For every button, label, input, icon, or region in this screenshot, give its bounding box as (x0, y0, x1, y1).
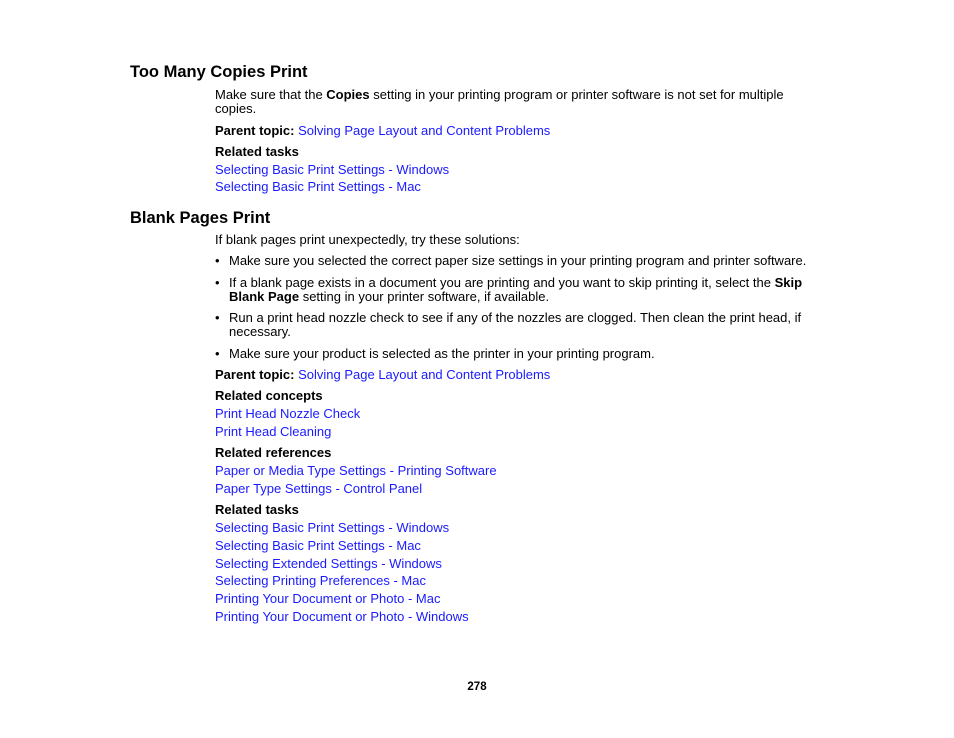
related-task-link[interactable]: Selecting Basic Print Settings - Mac (215, 179, 421, 194)
related-concepts-heading: Related concepts (215, 388, 323, 403)
parent-topic-line (215, 124, 815, 138)
related-task-link-list (215, 163, 815, 177)
list-item-text (229, 276, 815, 304)
bullet-marker: • (215, 253, 220, 268)
list-item-text: Make sure your product is selected as the printer in your printing program. (229, 346, 655, 361)
related-task-row (215, 557, 815, 571)
related-reference-link[interactable]: Paper or Media Type Settings - Printing Software (215, 463, 497, 478)
parent-topic-label: Parent topic: (215, 123, 295, 138)
related-task-link[interactable]: Printing Your Document or Photo - Mac (215, 591, 441, 606)
related-task-link-row (215, 180, 815, 194)
bullet-marker: • (215, 275, 220, 290)
related-task-row (215, 521, 815, 535)
paragraph-text: Make sure that the (215, 87, 327, 102)
paragraph-text: setting in your printing program or printer software is not set for multiple (369, 87, 784, 102)
related-reference-row (215, 482, 815, 496)
related-task-row (215, 574, 815, 588)
parent-topic-link[interactable]: Solving Page Layout and Content Problems (298, 367, 551, 382)
paragraph-text: copies. (215, 101, 257, 116)
related-task-row (215, 539, 815, 553)
parent-topic-link[interactable]: Solving Page Layout and Content Problems (298, 123, 551, 138)
related-concept-row (215, 425, 815, 439)
related-task-link[interactable]: Selecting Printing Preferences - Mac (215, 573, 426, 588)
bold-term: Blank Page (229, 289, 300, 304)
related-tasks-heading: Related tasks (215, 144, 299, 159)
related-reference-row (215, 464, 815, 478)
intro-text: If blank pages print unexpectedly, try these solutions: (215, 232, 520, 247)
paragraph-bold-term: Copies (326, 87, 370, 102)
bold-term: Skip (774, 275, 803, 290)
related-task-link[interactable]: Selecting Basic Print Settings - Windows (215, 520, 450, 535)
parent-topic-line (215, 368, 815, 382)
related-reference-link[interactable]: Paper Type Settings - Control Panel (215, 481, 423, 496)
related-task-link[interactable]: Selecting Basic Print Settings - Mac (215, 538, 421, 553)
list-item-text (229, 311, 815, 339)
list-item-text-part: setting in your printer software, if available. (299, 289, 550, 304)
related-concept-row (215, 407, 815, 421)
list-item-text-part: If a blank page exists in a document you are printing and you want to skip printing it, select the (229, 275, 775, 290)
bullet-marker: • (215, 310, 220, 325)
related-references-heading: Related references (215, 445, 332, 460)
section-title-too-many-copies: Too Many Copies Print (130, 63, 308, 81)
related-tasks-heading: Related tasks (215, 502, 299, 517)
parent-topic-label: Parent topic: (215, 367, 295, 382)
related-task-link[interactable]: Selecting Extended Settings - Windows (215, 556, 442, 571)
list-item-text: Make sure you selected the correct paper size settings in your printing program and printer software. (229, 253, 807, 268)
list-item-text-part: necessary. (229, 324, 291, 339)
paragraph-copies (215, 88, 815, 116)
related-task-row (215, 592, 815, 606)
list-item-text-part: Run a print head nozzle check to see if any of the nozzles are clogged. Then clean the print head, if (229, 310, 802, 325)
section-title-blank-pages: Blank Pages Print (130, 209, 271, 227)
related-task-link[interactable]: Selecting Basic Print Settings - Windows (215, 162, 450, 177)
related-task-row (215, 610, 815, 624)
related-concept-link[interactable]: Print Head Nozzle Check (215, 406, 361, 421)
page-number: 278 (467, 681, 487, 693)
bullet-marker: • (215, 346, 220, 361)
related-concept-link[interactable]: Print Head Cleaning (215, 424, 332, 439)
related-task-link[interactable]: Printing Your Document or Photo - Windows (215, 609, 469, 624)
